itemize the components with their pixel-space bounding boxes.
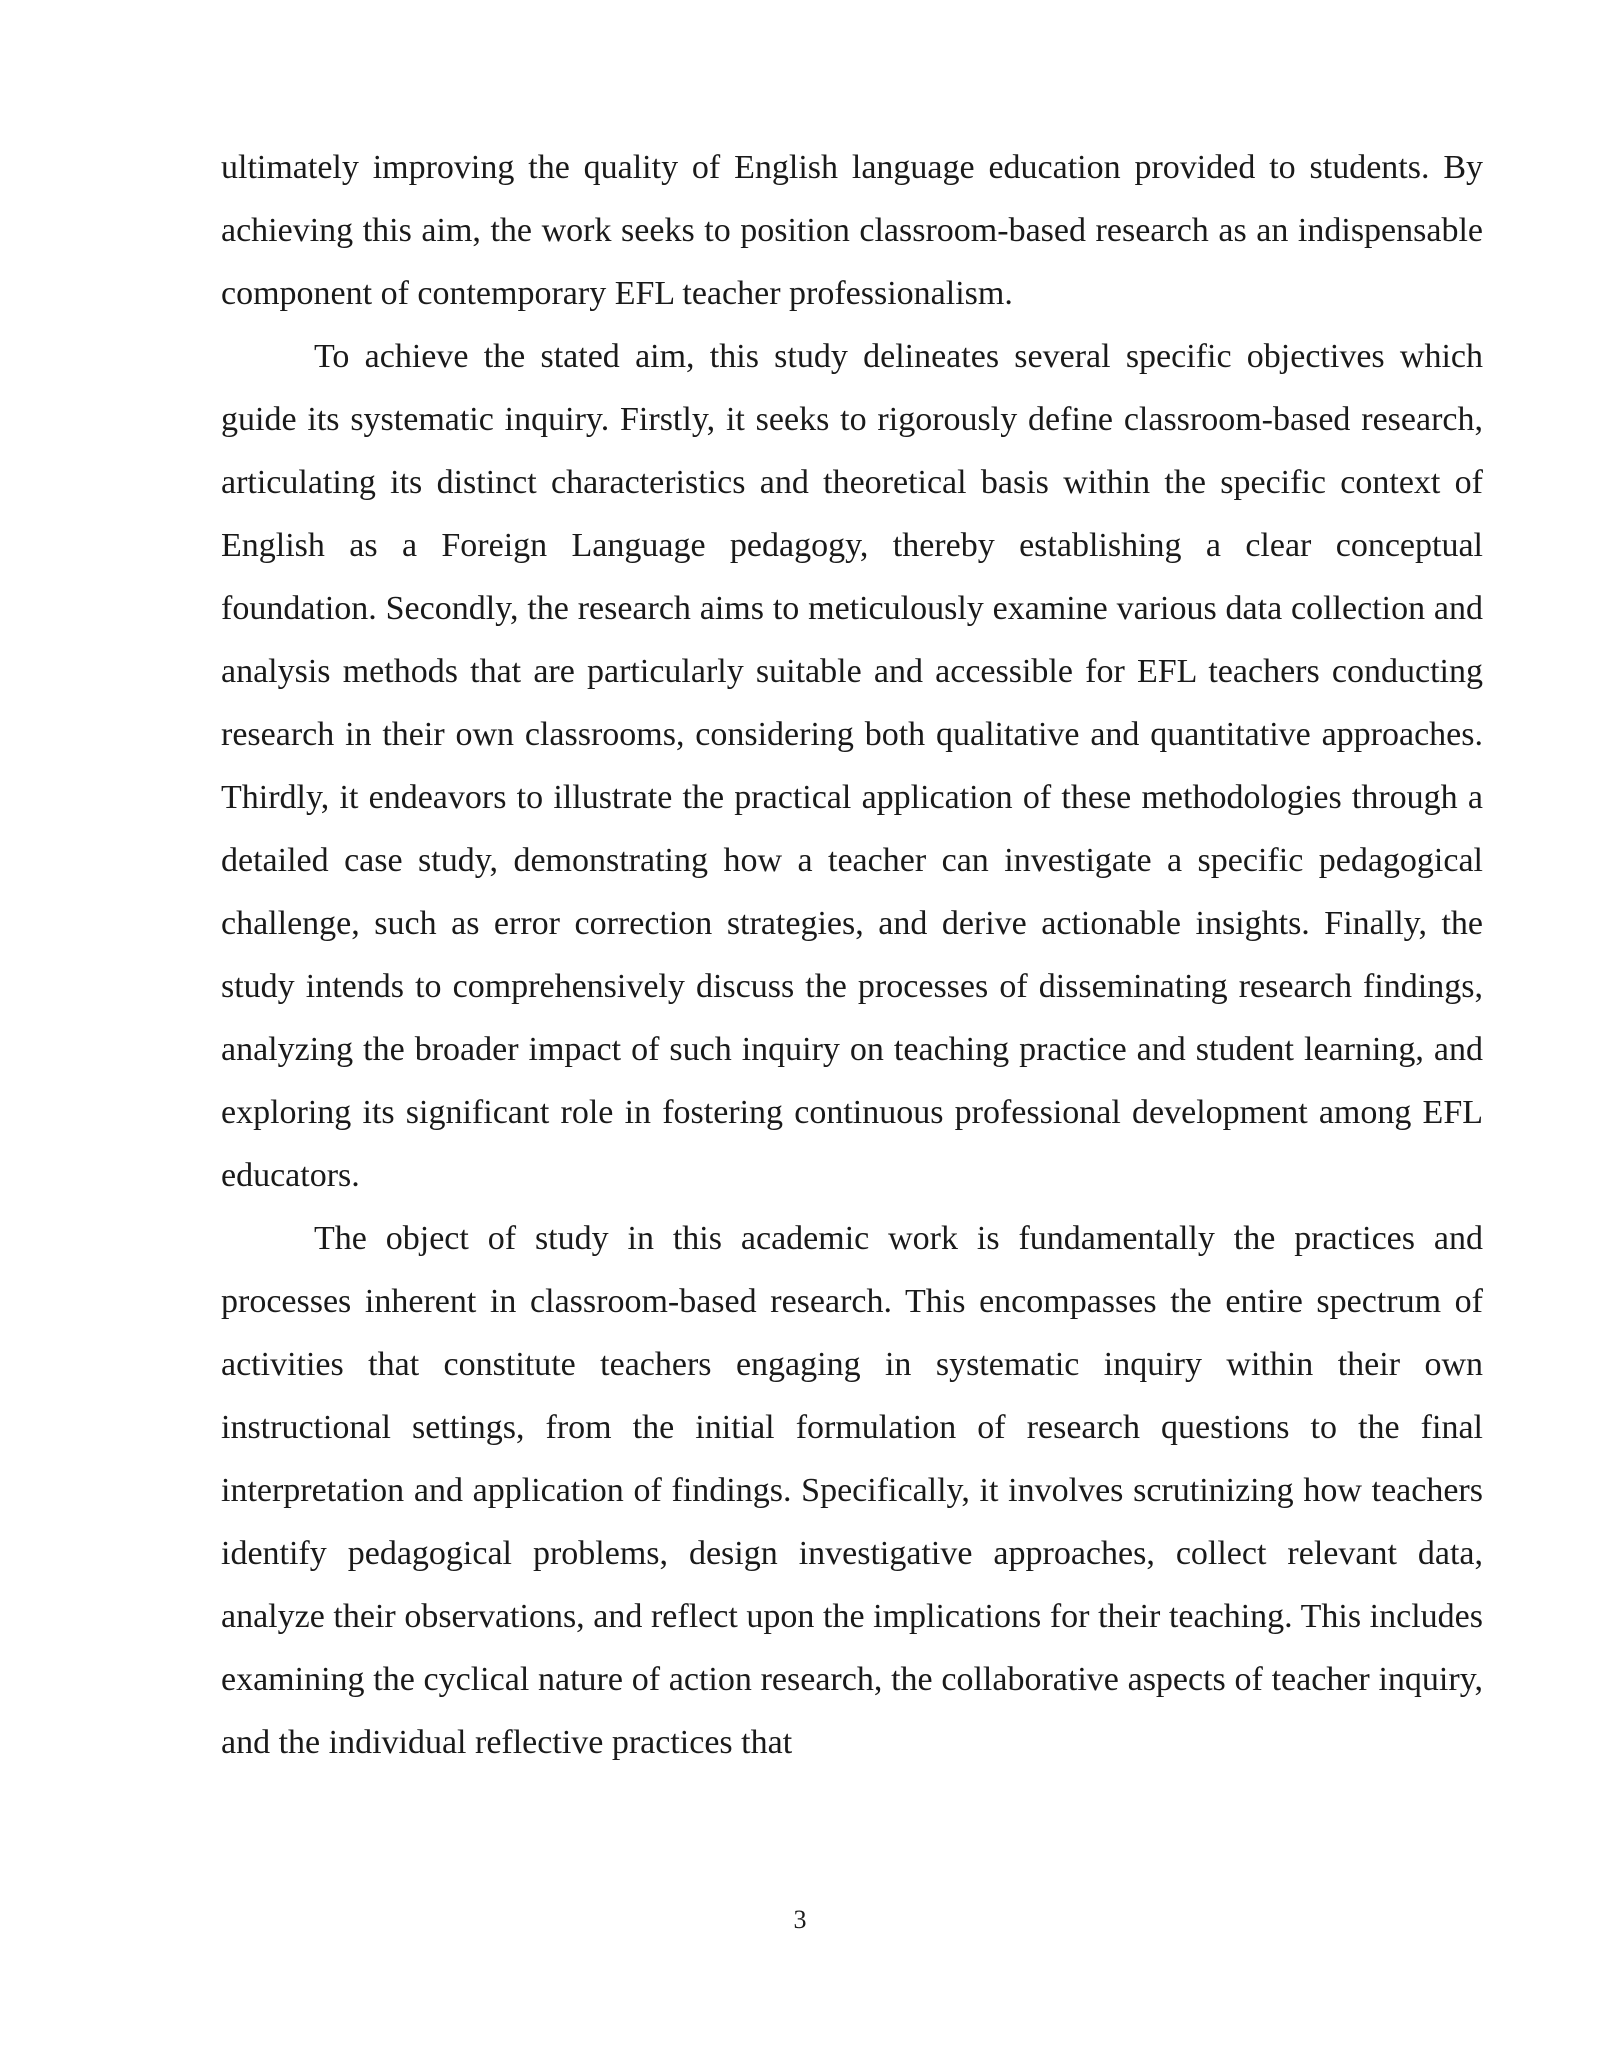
body-text — [221, 136, 1483, 1774]
paragraph-continuation: ultimately improving the quality of English language education provided to students. By achieving this aim, the work seeks to position classroom-based research as an indispensable component of contemporary EFL teacher professionalism. — [221, 149, 1483, 312]
page-number: 3 — [793, 1905, 807, 1934]
paragraph-objectives: To achieve the stated aim, this study delineates several specific objectives which guide its systematic inquiry. Firstly, it seeks to rigorously define classroom-based research, articulating its distinct characteristics and theoretical basis within the specific context of English as a Foreign Language pedagogy, thereby establishing a clear conceptual foundation. Secondly, the research aims to meticulously examine various data collection and analysis methods that are particularly suitable and accessible for EFL teachers conducting research in their own classrooms, considering both qualitative and quantitative approaches. Thirdly, it endeavors to illustrate the practical application of these methodologies through a detailed case study, demonstrating how a teacher can investigate a specific pedagogical challenge, such as error correction strategies, and derive actionable insights. Finally, the study intends to comprehensively discuss the processes of disseminating research findings, analyzing the broader impact of such inquiry on teaching practice and student learning, and exploring its significant role in fostering continuous professional development among EFL educators. — [221, 338, 1483, 1194]
paragraph-object-of-study: The object of study in this academic work is fundamentally the practices and processes inherent in classroom-based research. This encompasses the entire spectrum of activities that constitute teachers engaging in systematic inquiry within their own instructional settings, from the initial formulation of research questions to the final interpretation and application of findings. Specifically, it involves scrutinizing how teachers identify pedagogical problems, design investigative approaches, collect relevant data, analyze their observations, and reflect upon the implications for their teaching. This includes examining the cyclical nature of action research, the collaborative aspects of teacher inquiry, and the individual reflective practices that — [221, 1220, 1483, 1761]
